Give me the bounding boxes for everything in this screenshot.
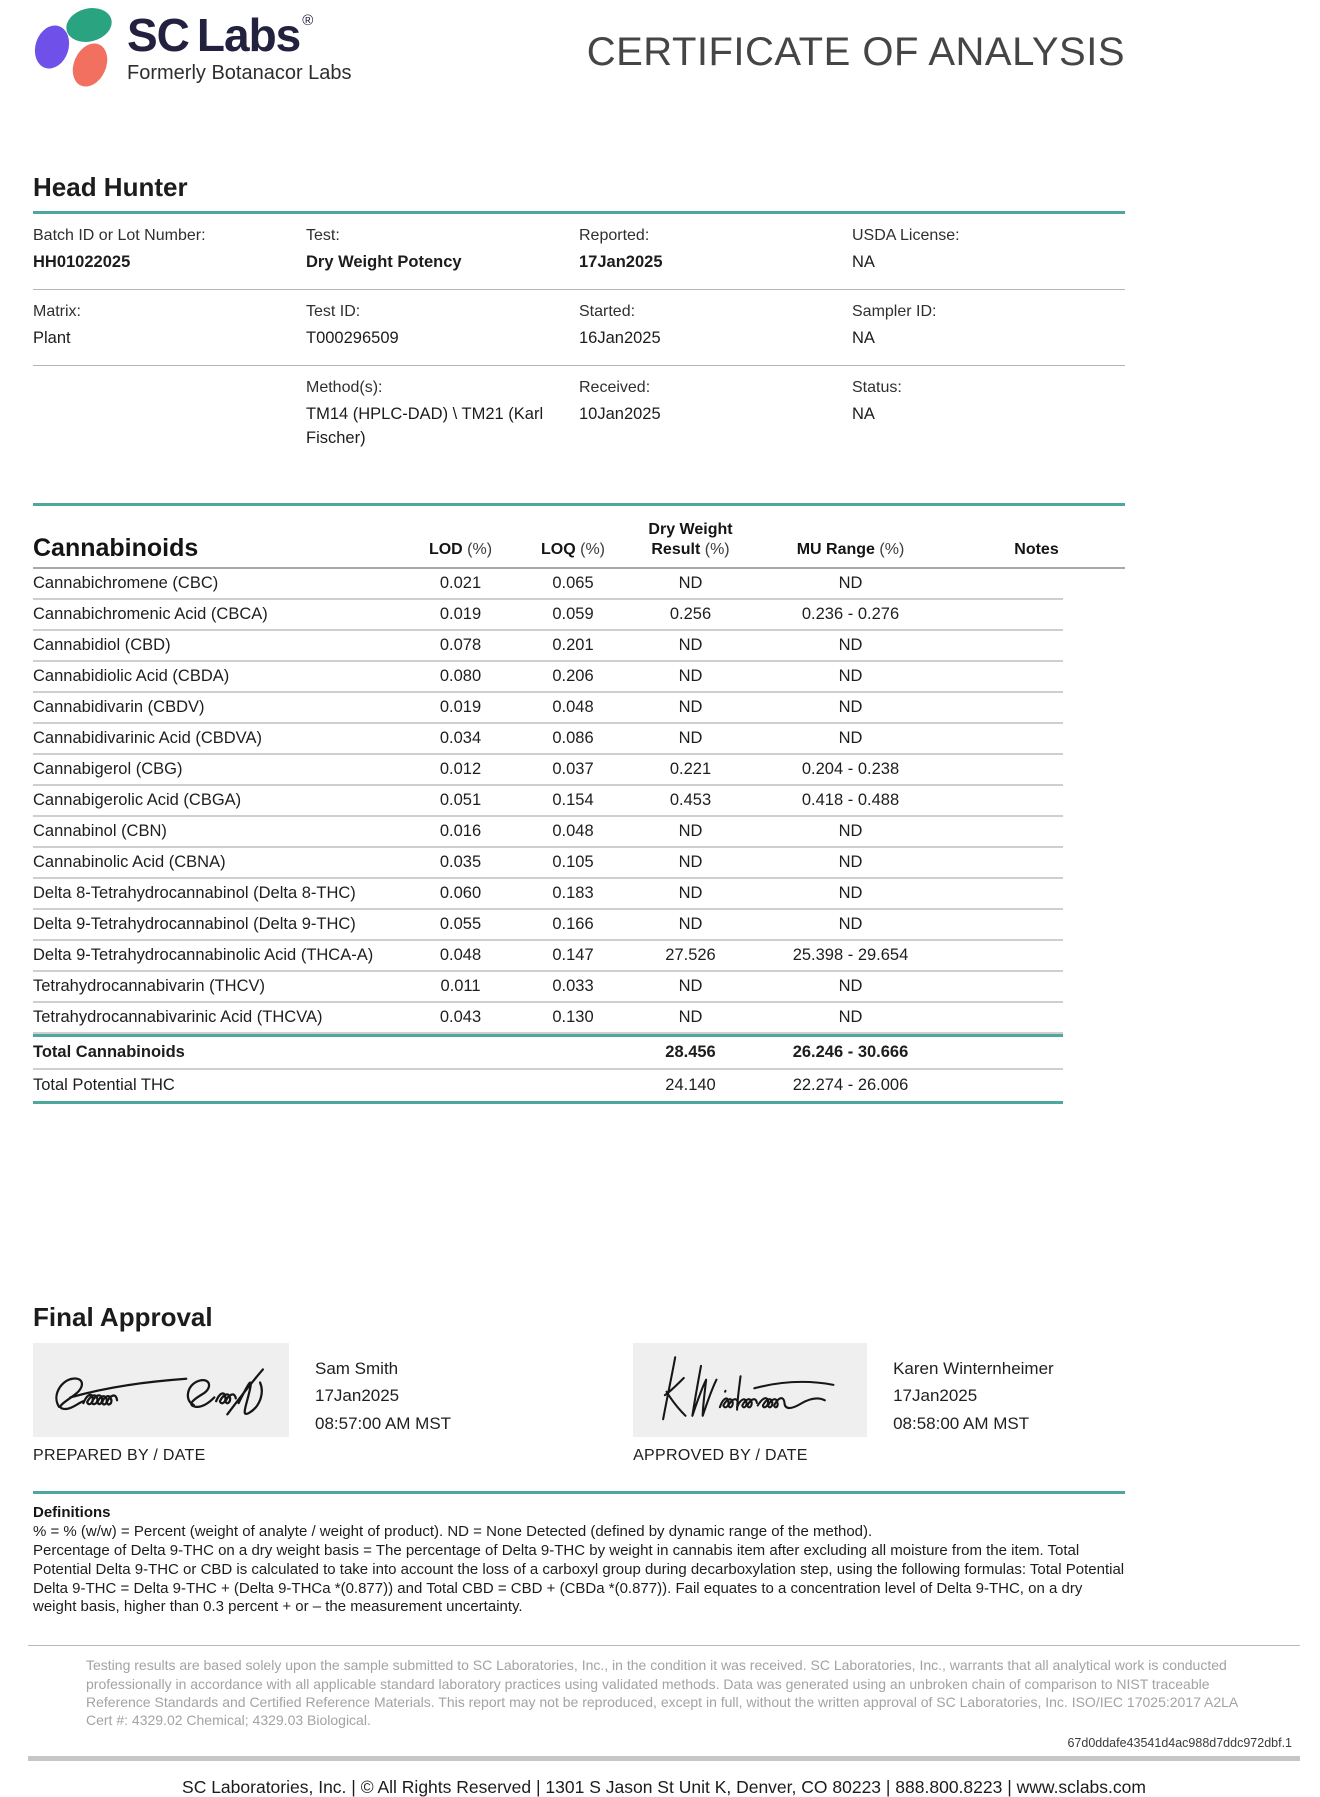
mu-range-value: 0.236 - 0.276 — [801, 605, 900, 624]
loq-value: 0.183 — [552, 884, 594, 903]
document-hash: 67d0ddafe43541d4ac988d7ddc972dbf.1 — [1067, 1735, 1292, 1750]
total-cannabinoids-row — [33, 1034, 1063, 1070]
test-id-value: T000296509 — [306, 328, 399, 347]
mu-range-value: ND — [838, 667, 863, 686]
mu-range-value: ND — [838, 1008, 863, 1027]
analyte-name: Cannabidiol (CBD) — [33, 636, 171, 655]
notes-value — [948, 698, 1063, 717]
reported-label: Reported: — [579, 227, 650, 244]
loq-value: 0.033 — [552, 977, 594, 996]
analyte-name: Delta 9-Tetrahydrocannabinol (Delta 9-THC) — [33, 915, 356, 934]
notes-value — [948, 1008, 1063, 1027]
result-value: 0.453 — [669, 791, 712, 810]
analyte-name: Cannabigerolic Acid (CBGA) — [33, 791, 242, 810]
definitions-title: Definitions — [33, 1504, 111, 1522]
prepared-signature — [33, 1343, 289, 1437]
reported-value: 17Jan2025 — [579, 253, 663, 271]
mu-range-value: ND — [838, 884, 863, 903]
result-value: ND — [678, 667, 703, 686]
sclabs-logo — [33, 6, 352, 90]
header — [33, 0, 1125, 100]
notes-value — [948, 729, 1063, 748]
analyte-name: Delta 8-Tetrahydrocannabinol (Delta 8-THC) — [33, 884, 356, 903]
definitions-line1: % = % (w/w) = Percent (weight of analyte / weight of product). ND = None Detected (defined by dynamic range of the method). — [33, 1523, 873, 1541]
logo-tagline: Formerly Botanacor Labs — [127, 62, 352, 84]
notes-value — [948, 760, 1063, 779]
methods-value: TM14 (HPLC-DAD) \ TM21 (Karl Fischer) — [306, 404, 544, 447]
lod-value: 0.011 — [440, 977, 481, 996]
analyte-name: Cannabichromenic Acid (CBCA) — [33, 605, 268, 624]
loq-value: 0.048 — [552, 822, 594, 841]
mu-range-value: ND — [838, 729, 863, 748]
table-row — [33, 693, 1063, 724]
logo-wordmark: SC Labs ® — [127, 9, 313, 61]
cannabinoids-rows — [33, 569, 1063, 1034]
analyte-name: Cannabidivarin (CBDV) — [33, 698, 205, 717]
lod-value: 0.012 — [439, 760, 482, 779]
loq-value: 0.166 — [552, 915, 594, 934]
prepared-signature-icon — [41, 1347, 281, 1433]
table-row — [33, 1003, 1063, 1034]
loq-value: 0.048 — [552, 698, 594, 717]
analyte-name: Delta 9-Tetrahydrocannabinolic Acid (THCA-A) — [33, 946, 374, 965]
sample-name: Head Hunter — [33, 172, 188, 202]
total-cannabinoids-result: 28.456 — [665, 1043, 716, 1062]
loq-value: 0.201 — [552, 636, 594, 655]
approved-signature — [633, 1343, 867, 1437]
total-potential-thc-result: 24.140 — [665, 1076, 716, 1095]
result-value: ND — [678, 822, 703, 841]
prepared-by-meta — [315, 1343, 451, 1465]
lod-value: 0.080 — [439, 667, 482, 686]
lod-value: 0.019 — [439, 605, 482, 624]
notes-value — [948, 884, 1063, 903]
mu-range-value: ND — [838, 853, 863, 872]
info-row — [33, 366, 1125, 503]
notes-value — [948, 853, 1063, 872]
table-row — [33, 910, 1063, 941]
cannabinoids-table — [33, 520, 1125, 1105]
analyte-name: Cannabinol (CBN) — [33, 822, 167, 841]
lod-value: 0.019 — [439, 698, 482, 717]
approved-by-meta — [893, 1343, 1054, 1465]
mu-range-value: 0.204 - 0.238 — [801, 760, 900, 779]
col-header-notes: Notes — [1014, 541, 1059, 559]
loq-value: 0.105 — [552, 853, 594, 872]
lod-value: 0.035 — [439, 853, 482, 872]
col-header-result: Dry Weight Result (%) — [648, 520, 733, 559]
lod-value: 0.043 — [439, 1008, 482, 1027]
definitions-section — [33, 1491, 1125, 1617]
mu-range-value: ND — [838, 822, 863, 841]
result-value: ND — [678, 915, 703, 934]
result-value: ND — [678, 977, 703, 996]
result-value: ND — [678, 1008, 703, 1027]
result-value: 0.221 — [669, 760, 712, 779]
col-header-loq: LOQ (%) — [540, 541, 605, 559]
loq-value: 0.206 — [552, 667, 594, 686]
notes-value — [948, 667, 1063, 686]
sampler-id-label: Sampler ID: — [852, 302, 937, 320]
sample-info-table — [33, 211, 1125, 506]
analyte-name: Cannabidivarinic Acid (CBDVA) — [33, 729, 262, 748]
table-row — [33, 755, 1063, 786]
batch-id-label: Batch ID or Lot Number: — [33, 227, 206, 244]
sampler-id-value: NA — [852, 328, 875, 347]
usda-license-value: NA — [852, 253, 875, 271]
prepared-by-date: 17Jan2025 — [315, 1386, 400, 1406]
test-id-label: Test ID: — [306, 302, 361, 320]
analyte-name: Cannabidiolic Acid (CBDA) — [33, 667, 230, 686]
result-value: ND — [678, 636, 703, 655]
lod-value: 0.034 — [439, 729, 482, 748]
approved-by-date: 17Jan2025 — [893, 1386, 978, 1406]
mu-range-value: ND — [838, 698, 863, 717]
approved-by-caption: APPROVED BY / DATE — [633, 1447, 808, 1465]
total-potential-thc-row — [33, 1070, 1063, 1104]
info-row — [33, 290, 1125, 366]
notes-value — [948, 574, 1063, 593]
loq-value: 0.154 — [552, 791, 594, 810]
lod-value: 0.055 — [439, 915, 482, 934]
loq-value: 0.065 — [552, 574, 594, 593]
mu-range-value: 0.418 - 0.488 — [801, 791, 900, 810]
table-row — [33, 848, 1063, 879]
table-row — [33, 724, 1063, 755]
status-value: NA — [852, 404, 875, 423]
lod-value: 0.051 — [439, 791, 482, 810]
mu-range-value: ND — [838, 636, 863, 655]
table-row — [33, 662, 1063, 693]
table-row — [33, 941, 1063, 972]
test-label: Test: — [306, 227, 340, 244]
result-value: 0.256 — [669, 605, 712, 624]
prepared-by-block — [33, 1343, 289, 1465]
approved-by-block — [633, 1343, 867, 1465]
batch-id-value: HH01022025 — [33, 253, 131, 271]
approved-by-name: Karen Winternheimer — [893, 1359, 1054, 1379]
table-row — [33, 631, 1063, 662]
total-cannabinoids-mu: 26.246 - 30.666 — [792, 1043, 909, 1062]
received-value: 10Jan2025 — [579, 404, 661, 423]
loq-value: 0.086 — [552, 729, 594, 748]
registered-mark: ® — [302, 12, 313, 29]
approved-by-time: 08:58:00 AM MST — [893, 1413, 1030, 1433]
table-row — [33, 786, 1063, 817]
final-approval-title: Final Approval — [33, 1302, 213, 1333]
lod-value: 0.021 — [439, 574, 482, 593]
notes-value — [948, 977, 1063, 996]
prepared-by-time: 08:57:00 AM MST — [315, 1413, 452, 1433]
usda-license-label: USDA License: — [852, 227, 960, 244]
col-header-lod: LOD (%) — [428, 541, 493, 559]
received-label: Received: — [579, 378, 651, 396]
analyte-name: Tetrahydrocannabivarinic Acid (THCVA) — [33, 1008, 323, 1027]
notes-value — [948, 636, 1063, 655]
prepared-by-caption: PREPARED BY / DATE — [33, 1447, 206, 1465]
result-value: ND — [678, 574, 703, 593]
table-row — [33, 879, 1063, 910]
total-potential-thc-mu: 22.274 - 26.006 — [792, 1076, 909, 1095]
approved-signature-icon — [640, 1347, 860, 1433]
loq-value: 0.130 — [552, 1008, 594, 1027]
methods-label: Method(s): — [306, 378, 383, 396]
notes-value — [948, 822, 1063, 841]
definitions-line2: Percentage of Delta 9-THC on a dry weight basis = The percentage of Delta 9-THC by weight in cannabis item after excluding all moisture from the item. Total Potential Delta 9-THC or CBD is calculated to take into account the loss of a carboxyl group during decarboxylation step, using the following formulas: Total Potential Delta 9-THC = Delta 9-THC + (Delta 9-THCa *(0.877)) and Total CBD = CBD + (CBDa *(0.877)). Fail equates to a concentration level of Delta 9-THC, on a dry weight basis, higher than 0.3 percent + or – the measurement uncertainty. — [33, 1542, 1125, 1616]
footer — [28, 1645, 1300, 1797]
page-title: CERTIFICATE OF ANALYSIS — [586, 30, 1125, 74]
lod-value: 0.078 — [439, 636, 482, 655]
started-label: Started: — [579, 302, 636, 320]
table-row — [33, 972, 1063, 1003]
test-value: Dry Weight Potency — [306, 253, 462, 271]
result-value: ND — [678, 853, 703, 872]
notes-value — [948, 605, 1063, 624]
analyte-name: Cannabichromene (CBC) — [33, 574, 219, 593]
loq-value: 0.147 — [552, 946, 594, 965]
result-value: ND — [678, 729, 703, 748]
footer-contact-line: SC Laboratories, Inc. | © All Rights Reserved | 1301 S Jason St Unit K, Denver, CO 80223 | 888.800.8223 | www.sclabs.com — [182, 1776, 1146, 1797]
total-potential-thc-label: Total Potential THC — [33, 1076, 175, 1095]
mu-range-value: ND — [838, 915, 863, 934]
result-value: 27.526 — [665, 946, 716, 965]
legal-disclaimer: Testing results are based solely upon the sample submitted to SC Laboratories, Inc., in the condition it was received. SC Laboratories, Inc., warrants that all analytical work is conducted professionally in accordance with all applicable standard laboratory practices using validated methods. Data was generated using an unbroken chain of comparison to NIST traceable Reference Standards and Certified Reference Materials. This report may not be reproduced, except in full, without the written approval of SC Laboratories, Inc. ISO/IEC 17025:2017 A2LA Cert #: 4329.02 Chemical; 4329.03 Biological. — [86, 1657, 1238, 1729]
started-value: 16Jan2025 — [579, 328, 661, 347]
table-row — [33, 569, 1063, 600]
total-cannabinoids-label: Total Cannabinoids — [33, 1043, 185, 1062]
cannabinoids-section-title: Cannabinoids — [33, 534, 199, 563]
sclabs-logo-icon — [33, 6, 119, 90]
notes-value — [948, 915, 1063, 934]
lod-value: 0.060 — [439, 884, 482, 903]
notes-value — [948, 946, 1063, 965]
matrix-value: Plant — [33, 328, 71, 347]
col-header-mu-range: MU Range (%) — [796, 541, 905, 559]
final-approval-section — [33, 1302, 1125, 1465]
status-label: Status: — [852, 378, 902, 396]
mu-range-value: ND — [838, 977, 863, 996]
table-row — [33, 817, 1063, 848]
analyte-name: Tetrahydrocannabivarin (THCV) — [33, 977, 266, 996]
matrix-label: Matrix: — [33, 302, 81, 320]
analyte-name: Cannabinolic Acid (CBNA) — [33, 853, 226, 872]
cannabinoids-header-row — [33, 520, 1125, 570]
notes-value — [948, 791, 1063, 810]
loq-value: 0.037 — [552, 760, 594, 779]
mu-range-value: ND — [838, 574, 863, 593]
mu-range-value: 25.398 - 29.654 — [792, 946, 909, 965]
result-value: ND — [678, 884, 703, 903]
analyte-name: Cannabigerol (CBG) — [33, 760, 183, 779]
lod-value: 0.016 — [439, 822, 482, 841]
info-row — [33, 214, 1125, 290]
loq-value: 0.059 — [552, 605, 594, 624]
lod-value: 0.048 — [439, 946, 482, 965]
result-value: ND — [678, 698, 703, 717]
prepared-by-name: Sam Smith — [315, 1359, 399, 1379]
table-row — [33, 600, 1063, 631]
